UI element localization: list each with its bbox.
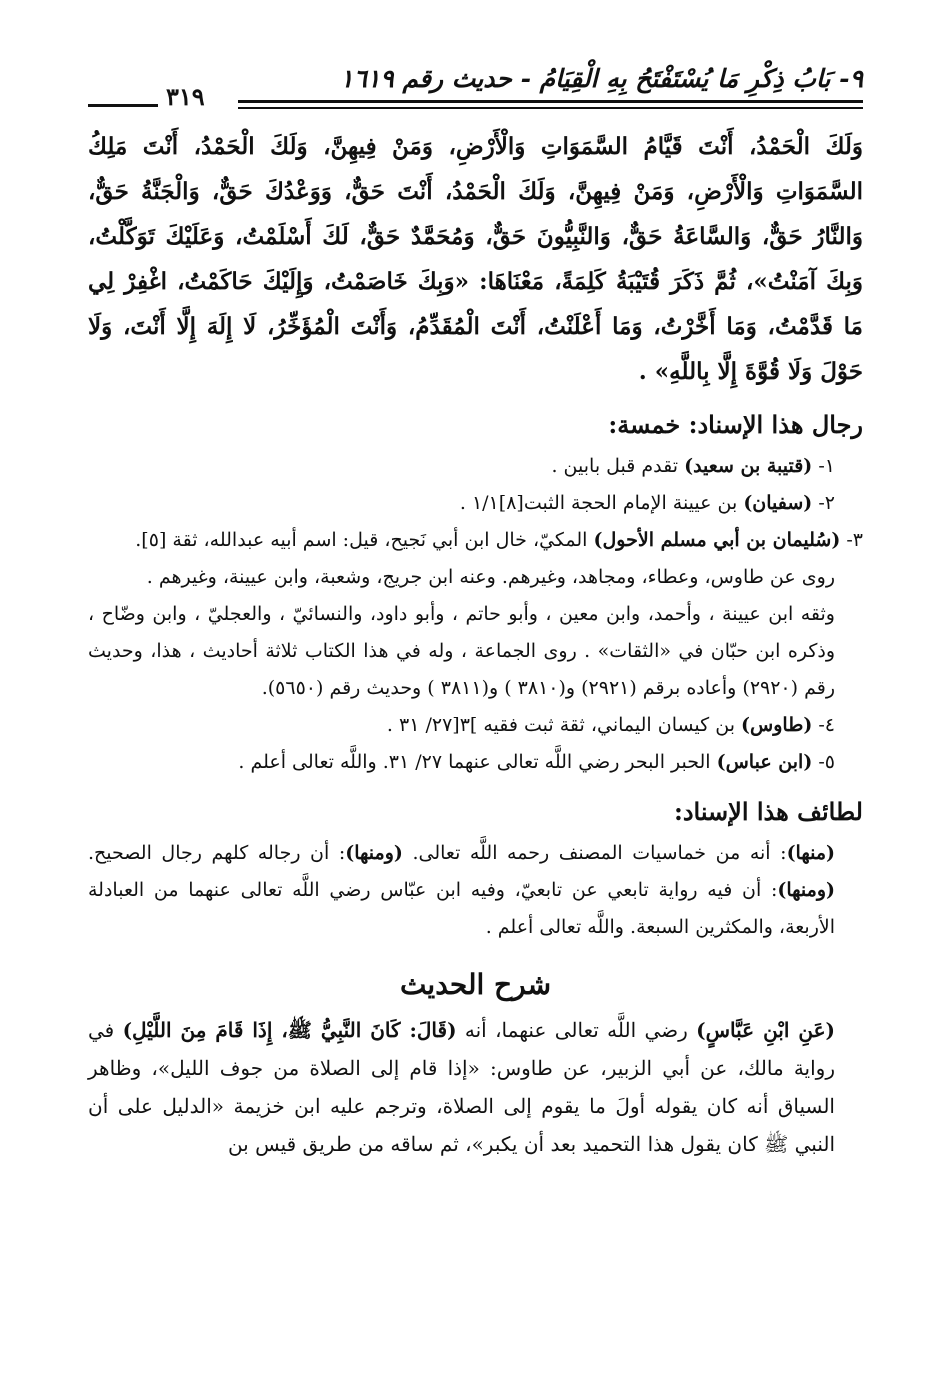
narrator-text: المكيّ، خال ابن أبي نَجيح، قيل: اسم أبيه عبدالله، ثقة [٥]. [135, 529, 594, 551]
narrators-heading: رجال هذا الإسناد: خمسة: [608, 410, 863, 439]
commentary: رضي اللَّه تعالى عنهما، أنه [456, 1018, 697, 1042]
narrator3-students: روى عن طاوس، وعطاء، ومجاهد، وغيرهم. وعنه ابن جريج، وشعبة، وابن عيينة، وغيرهم . [146, 566, 835, 588]
item-number: ١- [812, 455, 835, 477]
header-rule-top [238, 100, 863, 103]
lataif-label: (ومنها) [777, 879, 835, 901]
narrator-name: (سفيان) [743, 492, 813, 514]
item-number: ٢- [812, 492, 835, 514]
narrator3-grading: وثقه ابن عيينة ، وأحمد، وابن معين ، وأبو حاتم ، وأبو داود، والنسائيّ ، والعجليّ ، وابن وضّاح ، وذكره ابن حبّان في «الثقات» . روى الجماعة ، وله في هذا الكتاب ثلاثة أحاديث ، هذا، وحديث رقم (٢٩٢٠) وأعاده برقم (٢٩٢١) و(٣٨١٠ ) و(٣٨١١ ) وحديث رقم (٥٦٥٠). [88, 603, 835, 699]
narrator-item-5 [88, 744, 863, 781]
item-number: ٥- [812, 751, 835, 773]
item-number: ٣- [840, 529, 863, 551]
lataif-label: (منها) [786, 842, 835, 864]
narrator-text: بن كيسان اليماني، ثقة ثبت فقيه ]٣[٢٧/ ٣١ . [386, 714, 742, 736]
commentary: في رواية مالك، عن أبي الزبير، عن طاوس: «إذا قام إلى الصلاة من جوف الليل»، وظاهر السياق أنه كان يقوله أولَ ما يقوم إلى الصلاة، وترجم عليه ابن خزيمة «الدليل على أن النبي ﷺ كان يقول هذا التحميد بعد أن يكبر»، ثم ساقه من طريق قيس بن [88, 1018, 835, 1156]
lataif-text [88, 835, 863, 946]
narrator-name: (سُليمان بن أبي مسلم الأحول) [593, 529, 841, 551]
sharh-heading: شرح الحديث [399, 968, 552, 1001]
quoted-matn: (قَالَ: كَانَ النَّبِيُّ ﷺ، إِذَا قَامَ مِنَ اللَّيْلِ) [122, 1018, 457, 1042]
lataif-point: : أن رجاله كلهم رجال الصحيح. [88, 842, 346, 864]
header-rule-bottom [238, 107, 863, 109]
narrator-item-1 [88, 448, 863, 485]
lataif-heading: لطائف هذا الإسناد: [673, 797, 863, 826]
narrator-item-2 [88, 485, 863, 522]
page-header [88, 60, 863, 118]
item-number: ٤- [812, 714, 835, 736]
page-body [88, 124, 863, 1163]
lataif-point: : أن فيه رواية تابعي عن تابعيّ، وفيه ابن عبّاس رضي اللَّه تعالى عنهما من العبادلة الأربعة، والمكثرين السبعة. واللَّه تعالى أعلم . [88, 879, 835, 938]
narrator-text: تقدم قبل بابين . [551, 455, 685, 477]
narrator-item-3 [88, 522, 863, 559]
hadith-text: وَلَكَ الْحَمْدُ، أَنْتَ قَيَّامُ السَّمَوَاتِ وَالْأَرْضِ، وَمَنْ فِيهِنَّ، وَلَكَ الْحَمْدُ، أَنْتَ مَلِكُ السَّمَوَاتِ وَالْأَرْضِ، وَمَنْ فِيهِنَّ، وَلَكَ الْحَمْدُ، أَنْتَ حَقٌّ، وَوَعْدُكَ حَقٌّ، وَالْجَنَّةُ حَقٌّ، وَالنَّارُ حَقٌّ، وَالسَّاعَةُ حَقٌّ، وَالنَّبِيُّونَ حَقٌّ، وَمُحَمَّدٌ حَقٌّ، لَكَ أَسْلَمْتُ، وَعَلَيْكَ تَوَكَّلْتُ، وَبِكَ آمَنْتُ»، ثُمَّ ذَكَرَ قُتَيْبَةُ كَلِمَةً، مَعْنَاهَا: «وَبِكَ خَاصَمْتُ، وَإِلَيْكَ حَاكَمْتُ، اغْفِرْ لِي مَا قَدَّمْتُ، وَمَا أَخَّرْتُ، وَمَا أَعْلَنْتُ، أَنْتَ الْمُقَدِّمُ، وَأَنْتَ الْمُؤَخِّرُ، لَا إِلَهَ إِلَّا أَنْتَ، وَلَا حَوْلَ وَلَا قُوَّةَ إِلَّا بِاللَّهِ» . [88, 133, 863, 385]
sharh-text [88, 1011, 863, 1163]
page-number: ٣١٩ [166, 82, 205, 111]
running-title: ٩- بَابُ ذِكْرِ مَا يُسْتَفْتَحُ بِهِ الْقِيَامُ - حديث رقم ١٦١٩ [340, 64, 863, 93]
narrator-name: (طاوس) [741, 714, 813, 736]
narrator-text: الحبر البحر رضي اللَّه تعالى عنهما ٢٧/ ٣١. واللَّه تعالى أعلم . [238, 751, 717, 773]
quoted-matn: (عَنِ ابْنِ عَبَّاسٍ) [696, 1018, 835, 1042]
narrator-name: (ابن عباس) [716, 751, 813, 773]
header-rule-left [88, 104, 158, 107]
narrator-name: (قتيبة بن سعيد) [684, 455, 813, 477]
lataif-point: : أنه من خماسيات المصنف رحمه اللَّه تعالى. [402, 842, 787, 864]
lataif-label: (ومنها) [345, 842, 403, 864]
narrator-text: بن عيينة الإمام الحجة الثبت[٨]١/١ . [459, 492, 744, 514]
narrator-item-4 [88, 707, 863, 744]
